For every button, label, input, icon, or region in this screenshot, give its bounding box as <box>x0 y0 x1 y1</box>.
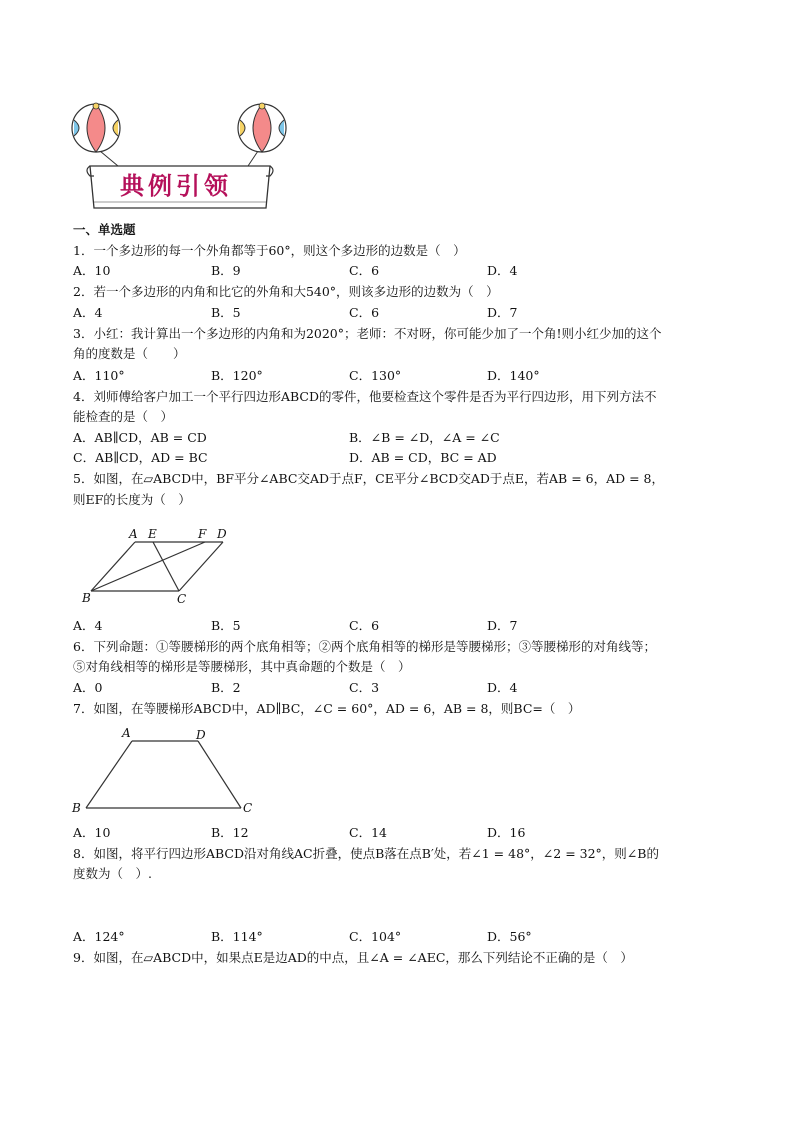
q5-side-ab <box>91 542 135 591</box>
q6-stem-line1: 6．下列命题：①等腰梯形的两个底角相等；②两个底角相等的梯形是等腰梯形；③等腰梯形的对角线等； <box>73 639 656 654</box>
q4-option-d: D．AB = CD，BC = AD <box>349 450 497 465</box>
q5-bisector-ce <box>153 542 179 591</box>
q5-label-d: D <box>217 527 227 541</box>
q7-option-a: A．10 <box>73 825 111 840</box>
q1-option-b: B．9 <box>211 263 241 278</box>
q7-label-b: B <box>72 801 81 815</box>
q5-option-c: C．6 <box>349 618 380 633</box>
q7-side-cd <box>198 741 241 808</box>
q7-label-a: A <box>122 726 131 740</box>
q2-option-d: D．7 <box>487 305 518 320</box>
q5-side-cd <box>179 542 223 591</box>
q1-option-d: D．4 <box>487 263 518 278</box>
q8-option-c: C．104° <box>349 929 402 944</box>
q3-option-c: C．130° <box>349 368 402 383</box>
q8-option-b: B．114° <box>211 929 263 944</box>
section-title: 一、单选题 <box>73 222 136 237</box>
q6-option-b: B．2 <box>211 680 241 695</box>
q4-stem-line2: 能检查的是（ ） <box>73 409 174 424</box>
q3-option-d: D．140° <box>487 368 540 383</box>
q5-option-a: A．4 <box>73 618 103 633</box>
q6-option-c: C．3 <box>349 680 380 695</box>
q8-option-a: A．124° <box>73 929 125 944</box>
q3-stem-line1: 3．小红：我计算出一个多边形的内角和为2020°；老师：不对呀，你可能少加了一个角!则小红少加的这个 <box>73 326 662 341</box>
q7-label-d: D <box>196 728 206 742</box>
q2-stem: 2．若一个多边形的内角和比它的外角和大540°，则该多边形的边数为（ ） <box>73 284 499 299</box>
banner <box>70 96 290 214</box>
banner-title: 典例引领 <box>120 172 232 200</box>
q5-label-b: B <box>82 591 91 605</box>
q7-option-c: C．14 <box>349 825 387 840</box>
q5-label-c: C <box>177 592 187 606</box>
q5-bisector-bf <box>91 542 205 591</box>
q2-option-a: A．4 <box>73 305 103 320</box>
q2-option-b: B．5 <box>211 305 241 320</box>
q5-label-e: E <box>148 527 157 541</box>
q8-option-d: D．56° <box>487 929 532 944</box>
q5-option-d: D．7 <box>487 618 518 633</box>
q1-option-c: C．6 <box>349 263 380 278</box>
q9-stem: 9．如图，在▱ABCD中，如果点E是边AD的中点，且∠A = ∠AEC，那么下列结论不正确的是（ ） <box>73 950 633 965</box>
q7-label-c: C <box>243 801 253 815</box>
q7-side-ab <box>86 741 132 808</box>
q1-option-a: A．10 <box>73 263 111 278</box>
q2-option-c: C．6 <box>349 305 380 320</box>
q6-option-d: D．4 <box>487 680 518 695</box>
q3-option-b: B．120° <box>211 368 263 383</box>
q4-option-c: C．AB∥CD，AD = BC <box>73 450 208 465</box>
q6-option-a: A．0 <box>73 680 103 695</box>
q7-stem: 7．如图，在等腰梯形ABCD中，AD∥BC，∠C = 60°，AD = 6，AB = 8，则BC=（ ） <box>73 701 581 716</box>
q5-stem-line1: 5．如图，在▱ABCD中，BF平分∠ABC交AD于点F，CE平分∠BCD交AD于点E，若AB = 6，AD = 8， <box>73 471 665 486</box>
q4-option-b: B．∠B = ∠D，∠A = ∠C <box>349 430 500 445</box>
q4-stem-line1: 4．刘师傅给客户加工一个平行四边形ABCD的零件，他要检查这个零件是否为平行四边形，用下列方法不 <box>73 389 657 404</box>
q3-stem-line2: 角的度数是（ ） <box>73 346 186 361</box>
q5-option-b: B．5 <box>211 618 241 633</box>
q5-stem-line2: 则EF的长度为（ ） <box>73 492 191 507</box>
q5-label-a: A <box>129 527 138 541</box>
q1-stem: 1．一个多边形的每一个外角都等于60°，则这个多边形的边数是（ ） <box>73 243 466 258</box>
q7-option-b: B．12 <box>211 825 249 840</box>
q3-option-a: A．110° <box>73 368 125 383</box>
q8-stem-line2: 度数为（ ）. <box>73 866 152 881</box>
q7-option-d: D．16 <box>487 825 526 840</box>
q6-stem-line2: ⑤对角线相等的梯形是等腰梯形，其中真命题的个数是（ ） <box>73 659 411 674</box>
q7-trapezoid-figure <box>66 724 266 820</box>
q5-parallelogram-figure <box>78 524 238 606</box>
q4-option-a: A．AB∥CD，AB = CD <box>73 430 207 445</box>
q8-stem-line1: 8．如图，将平行四边形ABCD沿对角线AC折叠，使点B落在点B′处，若∠1 = 48°，∠2 = 32°，则∠B的 <box>73 846 659 861</box>
q5-label-f: F <box>198 527 207 541</box>
